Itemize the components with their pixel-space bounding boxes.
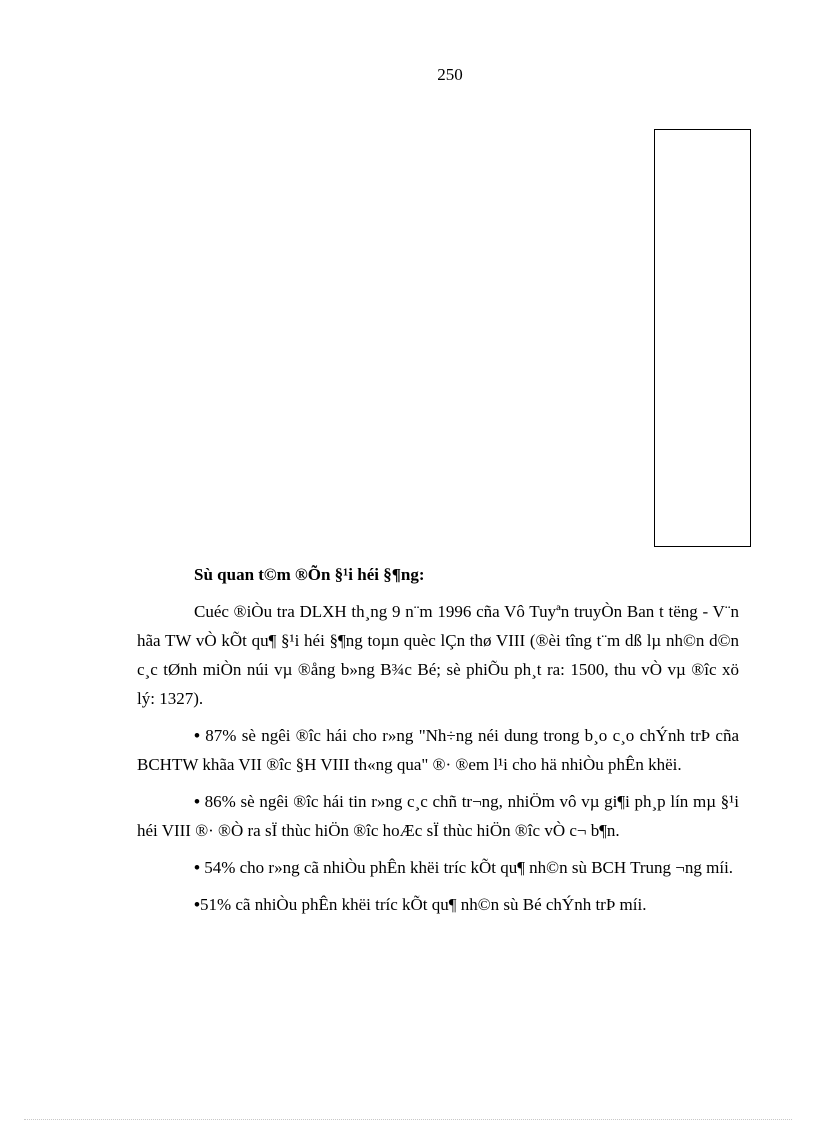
bullet-item: [137, 787, 739, 845]
bullet-icon: •: [194, 895, 200, 914]
page-number: 250: [437, 65, 463, 84]
bullet-icon: •: [194, 792, 200, 811]
bullet-item: [137, 721, 739, 779]
page-bottom-divider: [24, 1119, 792, 1120]
section-heading: Sù quan t©m ®Õn §¹i héi §¶ng:: [194, 565, 425, 584]
document-body: [137, 560, 739, 927]
bullet-text: 86% sè ngêi ®îc hái tin r»ng c¸c chñ tr¬ng, nhiÖm vô vµ gi¶i ph¸p lín mµ §¹i héi VIII ®· ®Ò ra sÏ thùc hiÖn ®îc hoÆc sÏ thùc hiÖn ®îc vÒ c¬ b¶n.: [137, 792, 739, 840]
bullet-text: 51% cã nhiÒu phÊn khëi tríc kÕt qu¶ nh©n sù Bé chÝnh trÞ míi.: [199, 895, 647, 914]
bullet-icon: •: [194, 726, 200, 745]
blank-figure-frame: [654, 129, 751, 547]
intro-paragraph: Cuéc ®iÒu tra DLXH th¸ng 9 n¨m 1996 cña Vô Tuyªn truyÒn Ban t tëng - V¨n hãa TW vÒ kÕt qu¶ §¹i héi §¶ng toµn quèc lÇn thø VIII (®èi tîng t¨m dß lµ nh©n d©n c¸c tØnh miÒn núi vµ ®ång b»ng B¾c Bé; sè phiÕu ph¸t ra: 1500, thu vÒ vµ ®îc xö lý: 1327).: [137, 602, 739, 708]
bullet-item: [137, 890, 739, 919]
bullet-text: 87% sè ngêi ®îc hái cho r»ng "Nh÷ng néi dung trong b¸o c¸o chÝnh trÞ cña BCHTW khãa VII ®îc §H VIII th«ng qua" ®· ®em l¹i cho hä nhiÒu phÊn khëi.: [137, 726, 739, 774]
bullet-item: [137, 853, 739, 882]
bullet-text: 54% cho r»ng cã nhiÒu phÊn khëi tríc kÕt qu¶ nh©n sù BCH Trung ¬ng míi.: [204, 858, 734, 877]
bullet-icon: •: [194, 858, 200, 877]
